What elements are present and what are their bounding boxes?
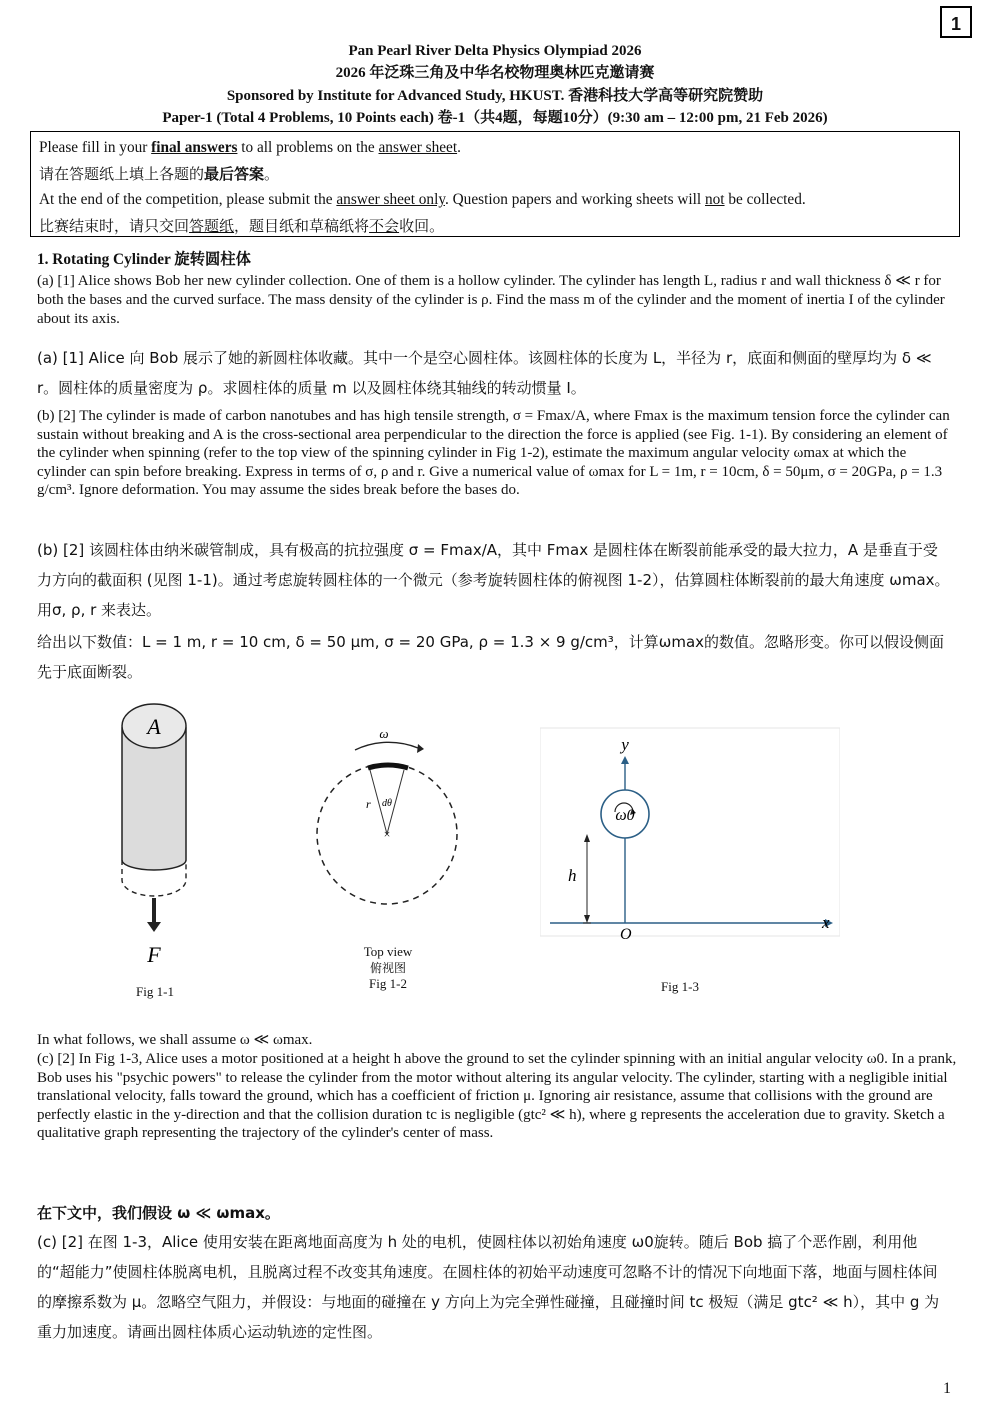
header-line-3: Sponsored by Institute for Advanced Study, HKUST. 香港科技大学高等研究院赞助 (226, 88, 764, 104)
fig-1-2-caption-block (348, 944, 428, 992)
fig-1-3-setup (540, 720, 840, 950)
fig2-top-view-en: Top view (363, 944, 413, 959)
assume-chinese: 在下文中，我们假设 ω ≪ ωmax。 (37, 1204, 280, 1222)
notice-cn-1: 请在答题纸上填上各题的最后答案。 (39, 165, 280, 183)
part-b-chinese-2: 给出以下数值：L = 1 m, r = 10 cm, δ = 50 μm, σ = 20 GPa, ρ = 1.3 × 9 g/cm³，计算ωmax的数值。忽略形变。你可以假设侧面先于底面断裂。 (37, 633, 945, 681)
fig-1-2-top-view (300, 722, 480, 922)
page-box-number: 1 (940, 6, 972, 38)
header-line-4: Paper-1 (Total 4 Problems, 10 Points each) 卷-1（共4题，每题10分）(9:30 am – 12:00 pm, 21 Feb 2026) (162, 110, 828, 126)
fig2-caption: Fig 1-2 (369, 976, 407, 991)
assume-english: In what follows, we shall assume ω ≪ ωmax. (37, 1032, 313, 1048)
fig3-h-label: h (568, 866, 577, 885)
header-line-1: Pan Pearl River Delta Physics Olympiad 2026 (348, 43, 642, 59)
fig3-y-label: y (621, 735, 629, 754)
fig3-omega0-label: ω0 (615, 807, 635, 824)
fig1-label-a: A (147, 714, 161, 739)
fig-1-1-cylinder (100, 700, 210, 970)
fig2-omega: ω (379, 726, 389, 741)
notice-box (30, 131, 960, 237)
part-b-english: (b) [2] The cylinder is made of carbon nanotubes and has high tensile strength, σ = Fmax/A, where Fmax is the maximum tension force the cylinder can sustain without breaking and A is the cross-sectional area perpendicular to the direction the force is applied (see Fig. 1-1). By considering an element of the cylinder when spinning (refer to the top view of the spinning cylinder in Fig 1-2), estimate the maximum angular velocity ωmax at which the cylinder can spin before breaking. Express in terms of σ, ρ and r. Give a numerical value of ωmax for L = 1m, r = 10cm, δ = 50μm, σ = 20GPa, ρ = 1.3 g/cm³. Ignore deformation. You may assume the sides break before the bases do. (37, 408, 950, 498)
fig2-r: r (366, 797, 371, 811)
svg-text:×: × (383, 827, 391, 841)
notice-en-1: Please fill in your final answers to all problems on the answer sheet. (39, 139, 461, 156)
fig2-dtheta: dθ (382, 798, 392, 809)
fig2-top-view-cn: 俯视图 (369, 961, 406, 975)
part-a-chinese: (a) [1] Alice 向 Bob 展示了她的新圆柱体收藏。其中一个是空心圆柱体。该圆柱体的长度为 L，半径为 r，底面和侧面的壁厚均为 δ ≪ r。圆柱体的质量密度为 ρ。求圆柱体的质量 m 以及圆柱体绕其轴线的转动惯量 I。 (37, 349, 932, 397)
header-line-2: 2026 年泛珠三角及中华名校物理奥林匹克邀请赛 (335, 65, 655, 81)
fig-1-1-caption: Fig 1-1 (136, 984, 174, 999)
page-number: 1 (943, 1380, 951, 1397)
part-c-english: (c) [2] In Fig 1-3, Alice uses a motor positioned at a height h above the ground to set the cylinder spinning with an initial angular velocity ω0. In a prank, Bob uses his "psychic powers" to release the cylinder from the motor without altering its angular velocity. The cylinder, starting with a negligible initial translational velocity, falls toward the ground, which has a coefficient of friction μ. Ignoring air resistance, assume that collisions with the ground are perfectly elastic in the y-direction and that the collision duration tc is negligible (gtc² ≪ h), where g represents the acceleration due to gravity. Sketch a qualitative graph representing the trajectory of the cylinder's center of mass. (37, 1051, 957, 1141)
notice-cn-2: 比赛结束时，请只交回答题纸，题目纸和草稿纸将不会收回。 (39, 217, 445, 235)
fig3-o-label: O (620, 926, 632, 943)
problem-title: 1. Rotating Cylinder 旋转圆柱体 (37, 251, 251, 268)
fig1-label-f: F (147, 942, 161, 967)
part-c-chinese: (c) [2] 在图 1-3，Alice 使用安装在距离地面高度为 h 处的电机，使圆柱体以初始角速度 ω0旋转。随后 Bob 搞了个恶作剧，利用他的“超能力”使圆柱体脱离电机，且脱离过程不改变其角速度。在圆柱体的初始平动速度可忽略不计的情况下向地面下落，地面与圆柱体间的摩擦系数为 μ。忽略空气阻力，并假设：与地面的碰撞在 y 方向上为完全弹性碰撞，且碰撞时间 tc 极短（满足 gtc² ≪ h），其中 g 为重力加速度。请画出圆柱体质心运动轨迹的定性图。 (37, 1233, 940, 1341)
notice-en-2: At the end of the competition, please submit the answer sheet only. Question papers and working sheets will not be collected. (39, 191, 806, 208)
fig-1-3-caption: Fig 1-3 (661, 979, 699, 994)
fig3-x-label: x (822, 913, 830, 932)
part-b-chinese-1: (b) [2] 该圆柱体由纳米碳管制成，具有极高的抗拉强度 σ = Fmax/A，其中 Fmax 是圆柱体在断裂前能承受的最大拉力，A 是垂直于受力方向的截面积 (见图 1-1)。通过考虑旋转圆柱体的一个微元（参考旋转圆柱体的俯视图 1-2），估算圆柱体断裂前的最大角速度 ωmax。用σ, ρ, r 来表达。 (37, 541, 950, 619)
part-a-english: (a) [1] Alice shows Bob her new cylinder collection. One of them is a hollow cylinder. The cylinder has length L, radius r and wall thickness δ ≪ r for both the bases and the curved surface. The mass density of the cylinder is ρ. Find the mass m of the cylinder and the moment of inertia I of the cylinder about its axis. (37, 273, 945, 327)
